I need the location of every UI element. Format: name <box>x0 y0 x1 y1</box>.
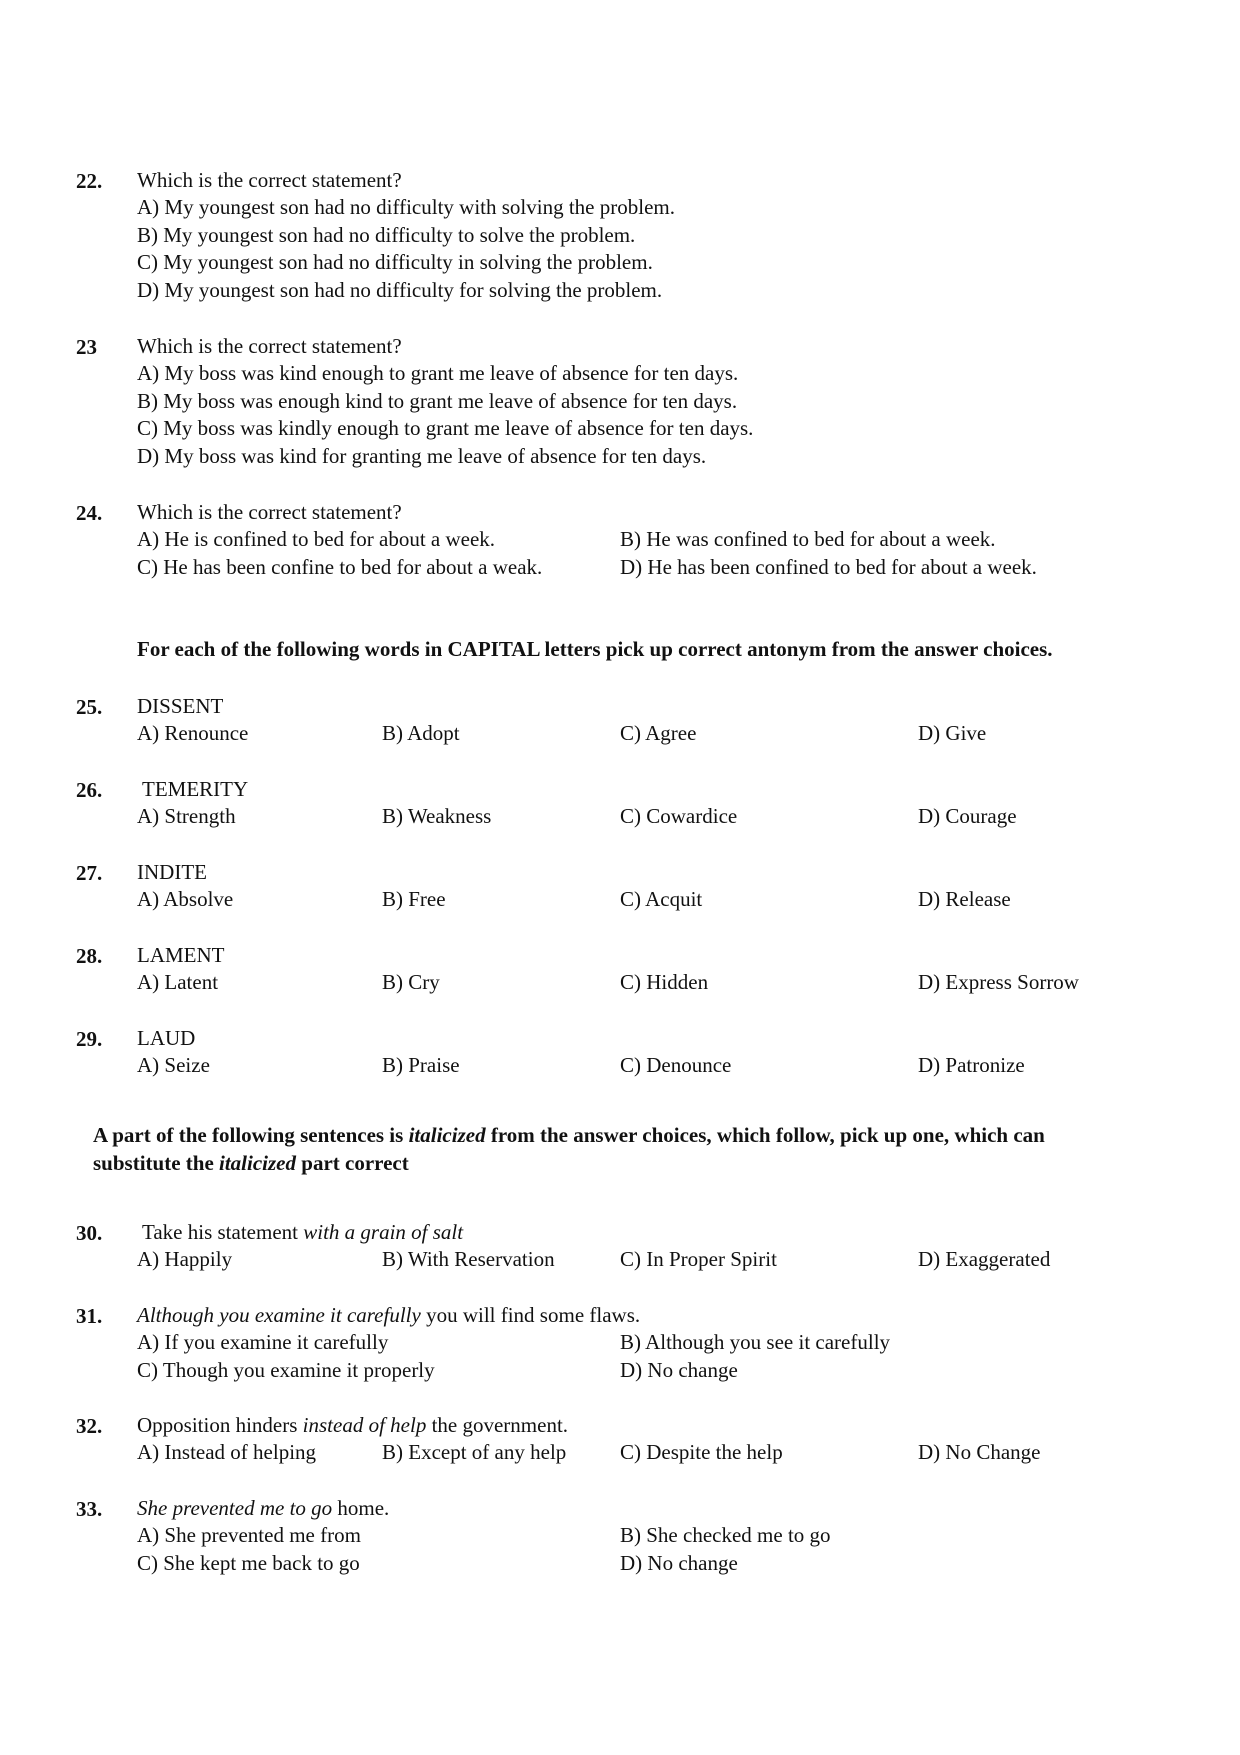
option-d: D) Give <box>918 721 987 745</box>
question-number: 28. <box>76 944 103 968</box>
italic-instruction-line-1 <box>93 1123 1045 1148</box>
option-c: C) Acquit <box>620 887 703 911</box>
option-a: A) My boss was kind enough to grant me leave of absence for ten days. <box>137 361 739 385</box>
option-d: D) Patronize <box>918 1053 1025 1077</box>
option-d: D) He has been confined to bed for about a week. <box>620 555 1037 579</box>
question-word: INDITE <box>137 860 207 884</box>
stem-plain: Take his statement <box>142 1220 304 1244</box>
option-d: D) Courage <box>918 804 1017 828</box>
instruction-italic: italicized <box>408 1123 486 1147</box>
question-number: 26. <box>76 778 103 802</box>
option-a: A) Instead of helping <box>137 1440 317 1464</box>
question-number: 25. <box>76 695 103 719</box>
option-d: D) My boss was kind for granting me leave of absence for ten days. <box>137 444 707 468</box>
question-word: LAMENT <box>137 943 225 967</box>
instruction-italic: italicized <box>219 1151 297 1175</box>
option-c: C) Cowardice <box>620 804 738 828</box>
question-number: 24. <box>76 501 103 525</box>
option-c: C) My boss was kindly enough to grant me leave of absence for ten days. <box>137 416 754 440</box>
option-d: D) Express Sorrow <box>918 970 1079 994</box>
question-word: LAUD <box>137 1026 196 1050</box>
question-stem <box>142 1220 463 1245</box>
option-b: B) My boss was enough kind to grant me leave of absence for ten days. <box>137 389 738 413</box>
option-a: A) She prevented me from <box>137 1523 361 1547</box>
option-b: B) Adopt <box>382 721 460 745</box>
question-number: 33. <box>76 1497 103 1521</box>
question-stem <box>137 1496 389 1521</box>
italic-instruction-line-2 <box>93 1151 409 1176</box>
option-d: D) No Change <box>918 1440 1041 1464</box>
stem-plain: the government. <box>426 1413 569 1437</box>
question-word: TEMERITY <box>142 777 249 801</box>
option-d: D) Exaggerated <box>918 1247 1051 1271</box>
stem-italic: She prevented me to go <box>137 1496 333 1520</box>
instruction-text: A part of the following sentences is <box>93 1123 409 1147</box>
option-c: C) In Proper Spirit <box>620 1247 777 1271</box>
option-b: B) He was confined to bed for about a week. <box>620 527 996 551</box>
question-number: 31. <box>76 1304 103 1328</box>
option-c: C) Despite the help <box>620 1440 783 1464</box>
stem-plain: you will find some flaws. <box>420 1303 641 1327</box>
antonym-instruction: For each of the following words in CAPITAL letters pick up correct antonym from the answer choices. <box>137 637 1053 661</box>
question-number: 22. <box>76 169 103 193</box>
stem-plain: Opposition hinders <box>137 1413 303 1437</box>
question-number: 29. <box>76 1027 103 1051</box>
option-c: C) Agree <box>620 721 697 745</box>
question-number: 27. <box>76 861 103 885</box>
option-d: D) Release <box>918 887 1011 911</box>
option-a: A) Absolve <box>137 887 234 911</box>
option-b: B) My youngest son had no difficulty to solve the problem. <box>137 223 636 247</box>
instruction-text: part correct <box>296 1151 409 1175</box>
instruction-text: substitute the <box>93 1151 220 1175</box>
option-a: A) Strength <box>137 804 236 828</box>
stem-italic: Although you examine it carefully <box>137 1303 421 1327</box>
option-c: C) Denounce <box>620 1053 732 1077</box>
stem-italic: with a grain of salt <box>303 1220 464 1244</box>
option-b: B) She checked me to go <box>620 1523 831 1547</box>
stem-italic: instead of help <box>302 1413 427 1437</box>
option-c: C) Though you examine it properly <box>137 1358 435 1382</box>
option-b: B) Although you see it carefully <box>620 1330 891 1354</box>
option-a: A) Renounce <box>137 721 249 745</box>
option-a: A) My youngest son had no difficulty with solving the problem. <box>137 195 675 219</box>
question-stem: Which is the correct statement? <box>137 500 402 524</box>
question-number: 30. <box>76 1221 103 1245</box>
instruction-text: from the answer choices, which follow, pick up one, which can <box>485 1123 1045 1147</box>
option-a: A) Happily <box>137 1247 233 1271</box>
option-d: D) No change <box>620 1358 738 1382</box>
question-stem: Which is the correct statement? <box>137 334 402 358</box>
option-b: B) Except of any help <box>382 1440 567 1464</box>
option-a: A) Seize <box>137 1053 210 1077</box>
option-d: D) No change <box>620 1551 738 1575</box>
option-c: C) He has been confine to bed for about a weak. <box>137 555 543 579</box>
question-stem <box>137 1303 640 1328</box>
option-b: B) With Reservation <box>382 1247 555 1271</box>
option-c: C) She kept me back to go <box>137 1551 360 1575</box>
option-c: C) Hidden <box>620 970 709 994</box>
option-c: C) My youngest son had no difficulty in solving the problem. <box>137 250 653 274</box>
question-word: DISSENT <box>137 694 224 718</box>
option-b: B) Praise <box>382 1053 460 1077</box>
option-a: A) Latent <box>137 970 219 994</box>
option-a: A) He is confined to bed for about a week. <box>137 527 496 551</box>
option-b: B) Free <box>382 887 446 911</box>
question-stem: Which is the correct statement? <box>137 168 402 192</box>
option-a: A) If you examine it carefully <box>137 1330 389 1354</box>
question-number: 32. <box>76 1414 103 1438</box>
question-number: 23 <box>76 335 97 359</box>
stem-plain: home. <box>332 1496 390 1520</box>
question-stem <box>137 1413 568 1438</box>
option-b: B) Weakness <box>382 804 492 828</box>
option-d: D) My youngest son had no difficulty for solving the problem. <box>137 278 663 302</box>
option-b: B) Cry <box>382 970 440 994</box>
